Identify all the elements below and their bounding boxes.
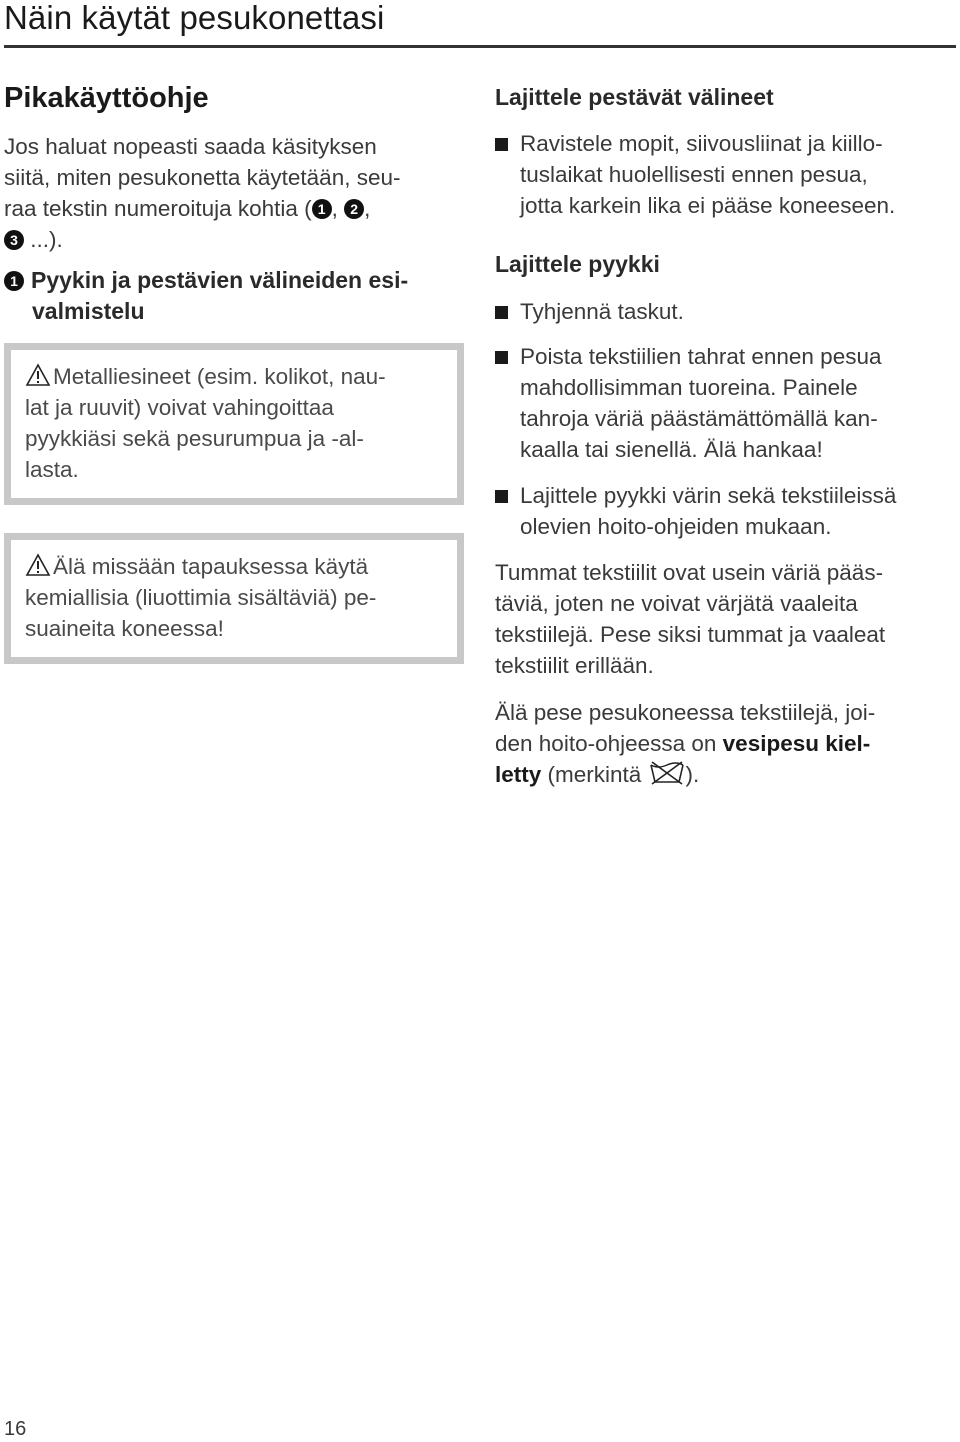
- square-bullet-icon: [495, 306, 508, 319]
- intro-line: Jos haluat nopeasti saada käsityksen: [4, 134, 377, 159]
- warning-line: [25, 361, 443, 392]
- step1-title-text: valmistelu: [32, 298, 145, 324]
- paragraph-text: ).: [685, 762, 700, 787]
- warning-line: kemiallisia (liuottimia sisältäviä) pe-: [25, 585, 377, 610]
- paragraph-line: tekstiilit erillään.: [495, 653, 654, 678]
- step-badge-3: 3: [4, 230, 24, 250]
- bullet-line: Poista tekstiilien tahrat ennen pesua: [520, 344, 882, 369]
- bullet-line: Ravistele mopit, siivousliinat ja kiillo-: [520, 131, 883, 156]
- step-badge-1: 1: [4, 271, 24, 291]
- warning-line: [25, 551, 443, 582]
- paragraph-line: tekstiilejä. Pese siksi tummat ja vaaleat: [495, 622, 886, 647]
- warning-line: lasta.: [25, 457, 79, 482]
- right-column: [495, 82, 955, 790]
- bullet-line: Lajittele pyykki värin sekä tekstiileissä: [520, 483, 897, 508]
- bullet-line: jotta karkein lika ei pääse koneeseen.: [520, 193, 896, 218]
- warning-box-metal: [4, 343, 464, 505]
- step-badge-2: 2: [344, 199, 364, 219]
- title-rule: [4, 45, 956, 48]
- bullet-line: tuslaikat huolellisesti ennen pesua,: [520, 162, 868, 187]
- paragraph-line: Tummat tekstiilit ovat usein väriä pääs-: [495, 560, 884, 585]
- intro-sep: ,: [331, 196, 345, 221]
- intro-line: [4, 193, 464, 224]
- warning-line: lat ja ruuvit) voivat vahingoittaa: [25, 395, 334, 420]
- bullet-line: olevien hoito-ohjeiden mukaan.: [520, 514, 832, 539]
- warning-triangle-icon: [25, 363, 51, 387]
- do-not-wash-icon: [648, 760, 686, 786]
- bullet-line: mahdollisimman tuoreina. Painele: [520, 375, 858, 400]
- bold-text: letty: [495, 762, 542, 787]
- square-bullet-icon: [495, 138, 508, 151]
- warning-box-chemicals: [4, 533, 464, 664]
- list-item: [495, 296, 955, 327]
- square-bullet-icon: [495, 490, 508, 503]
- square-bullet-icon: [495, 351, 508, 364]
- paragraph-text: (merkintä: [541, 762, 648, 787]
- bullet-line: tahroja väriä päästämättömällä kan-: [520, 406, 878, 431]
- quick-guide-heading: Pikakäyttöohje: [4, 82, 209, 114]
- step1-title-text: Pyykin ja pestävien välineiden esi-: [31, 267, 409, 293]
- warning-triangle-icon: [25, 553, 51, 577]
- list-item: [495, 128, 955, 221]
- warning-line: suaineita koneessa!: [25, 616, 224, 641]
- no-wash-paragraph: [495, 697, 955, 790]
- intro-paragraph: [4, 131, 464, 255]
- bold-text: vesipesu kiel-: [722, 731, 871, 756]
- paragraph-line: täviä, joten ne voivat värjätä vaaleita: [495, 591, 858, 616]
- list-item: [495, 480, 955, 542]
- intro-line: [4, 224, 464, 255]
- step1-title: [4, 265, 464, 327]
- sort-cleaning-items-heading: Lajittele pestävät välineet: [495, 84, 774, 110]
- step-badge-1: 1: [312, 199, 332, 219]
- page-number: 16: [4, 1418, 27, 1440]
- sort-laundry-heading: Lajittele pyykki: [495, 251, 660, 277]
- dark-textiles-paragraph: [495, 557, 955, 681]
- paragraph-line: Älä pese pesukoneessa tekstiilejä, joi-: [495, 700, 876, 725]
- intro-text: raa tekstin numeroituja kohtia (: [4, 196, 312, 221]
- intro-sep: ,: [364, 196, 371, 221]
- paragraph-text: den hoito-ohjeessa on: [495, 731, 723, 756]
- intro-line: siitä, miten pesukonetta käytetään, seu-: [4, 165, 401, 190]
- list-item: [495, 341, 955, 465]
- left-column: [4, 80, 464, 664]
- warning-text: Älä missään tapauksessa käytä: [53, 554, 369, 579]
- step1-title-line: [4, 265, 464, 296]
- paragraph-line: [495, 728, 955, 759]
- page-title: Näin käytät pesukonettasi: [4, 0, 385, 36]
- warning-line: pyykkiäsi sekä pesurumpua ja -al-: [25, 426, 364, 451]
- warning-text: Metalliesineet (esim. kolikot, nau-: [53, 364, 386, 389]
- bullet-line: kaalla tai sienellä. Älä hankaa!: [520, 437, 823, 462]
- bullet-line: Tyhjennä taskut.: [520, 299, 684, 324]
- intro-text: ...).: [24, 227, 63, 252]
- paragraph-line: [495, 759, 955, 790]
- step1-title-line: [4, 296, 464, 327]
